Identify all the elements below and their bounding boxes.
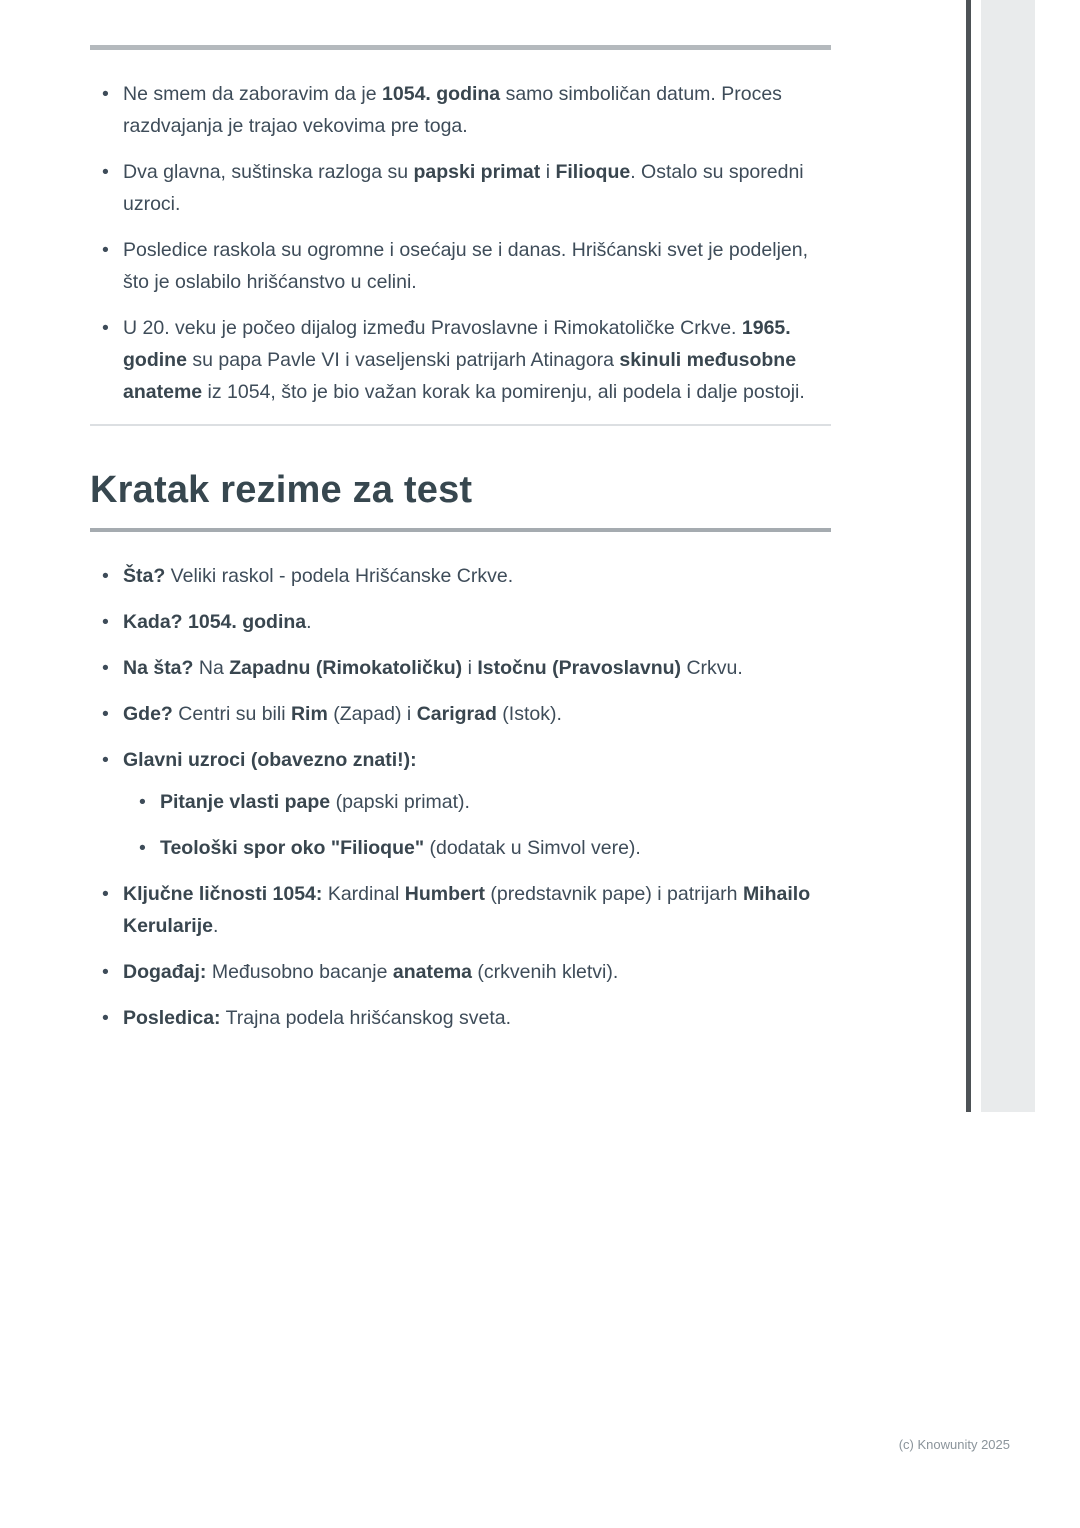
text-segment: Na (193, 657, 230, 679)
text-segment: U 20. veku je počeo dijalog između Pravoslavne i Rimokatoličke Crkve. (123, 317, 742, 339)
intro-list (90, 78, 831, 408)
page-edge-line (966, 0, 971, 1112)
list-item (90, 652, 831, 684)
copyright-footer: (c) Knowunity 2025 (898, 1437, 1010, 1452)
top-divider-rule (90, 45, 831, 50)
text-segment: (Istok). (496, 703, 562, 725)
text-segment: Ne smem da zaboravim da je (123, 83, 383, 105)
summary-list (90, 560, 831, 1034)
sub-list-item (127, 786, 831, 818)
bold-text-segment: Šta? (123, 565, 166, 587)
bold-text-segment: Događaj: (123, 961, 207, 983)
heading-underline-rule (90, 528, 831, 532)
list-item (90, 878, 831, 942)
bold-text-segment: Ključne ličnosti 1054: (123, 883, 323, 905)
text-segment: Međusobno bacanje (206, 961, 393, 983)
text-segment: (Zapad) i (327, 703, 417, 725)
bold-text-segment: Gde? (123, 703, 173, 725)
bold-text-segment: Zapadnu (Rimokatoličku) (229, 657, 463, 679)
text-segment: . Ostalo su sporedni uzroci. (123, 161, 804, 215)
bold-text-segment: anatema (392, 961, 473, 983)
bold-text-segment: skinuli međusobne anateme (123, 349, 797, 403)
list-item (90, 312, 831, 408)
bold-text-segment: Kada? 1054. godina (123, 611, 307, 633)
list-item (90, 956, 831, 988)
bold-text-segment: 1965. godine (123, 317, 791, 371)
text-segment: (predstavnik pape) i patrijarh (484, 883, 743, 905)
text-segment: Trajna podela hrišćanskog sveta. (220, 1007, 512, 1029)
text-segment: (dodatak u Simvol vere). (424, 837, 641, 859)
bold-text-segment: Glavni uzroci (obavezno znati!): (123, 749, 417, 771)
text-segment: samo simboličan datum. Proces razdvajanja je trajao vekovima pre toga. (123, 83, 782, 137)
text-segment: Posledice raskola su ogromne i osećaju se i danas. Hrišćanski svet je podeljen, što je oslabilo hrišćanstvo u celini. (123, 239, 809, 293)
text-segment: i (540, 161, 556, 183)
list-item (90, 1002, 831, 1034)
causes-sub-list (127, 786, 831, 864)
bold-text-segment: Posledica: (123, 1007, 221, 1029)
list-item (90, 698, 831, 730)
list-item (90, 744, 831, 864)
text-segment: . (212, 915, 219, 937)
list-item (90, 78, 831, 142)
scrollbar-track[interactable] (981, 0, 1035, 1112)
text-segment: i (462, 657, 478, 679)
text-segment: (crkvenih kletvi). (472, 961, 619, 983)
bold-text-segment: Filioque (555, 161, 631, 183)
text-segment: Dva glavna, suštinska razloga su (123, 161, 414, 183)
section-title: Kratak rezime za test (90, 469, 473, 511)
text-segment: iz 1054, što je bio važan korak ka pomirenju, ali podela i dalje postoji. (202, 381, 805, 403)
text-segment: Crkvu. (681, 657, 743, 679)
list-item (90, 156, 831, 220)
text-segment: Kardinal (322, 883, 405, 905)
text-segment: (papski primat). (330, 791, 470, 813)
note-content (90, 0, 831, 1048)
bold-text-segment: Teološki spor oko "Filioque" (160, 837, 425, 859)
bold-text-segment: Mihailo Kerularije (123, 883, 811, 937)
bold-text-segment: papski primat (413, 161, 541, 183)
text-segment: . (306, 611, 312, 633)
bold-text-segment: 1054. godina (382, 83, 501, 105)
list-item (90, 606, 831, 638)
bold-text-segment: Carigrad (416, 703, 497, 725)
bold-text-segment: Humbert (404, 883, 485, 905)
text-segment: su papa Pavle VI i vaseljenski patrijarh Atinagora (186, 349, 620, 371)
text-segment: Centri su bili (172, 703, 291, 725)
bold-text-segment: Pitanje vlasti pape (160, 791, 331, 813)
bold-text-segment: Na šta? (123, 657, 194, 679)
section-divider (90, 424, 831, 426)
list-item (90, 234, 831, 298)
text-segment: Veliki raskol - podela Hrišćanske Crkve. (165, 565, 514, 587)
list-item (90, 560, 831, 592)
bold-text-segment: Rim (290, 703, 328, 725)
sub-list-item (127, 832, 831, 864)
bold-text-segment: Istočnu (Pravoslavnu) (477, 657, 682, 679)
